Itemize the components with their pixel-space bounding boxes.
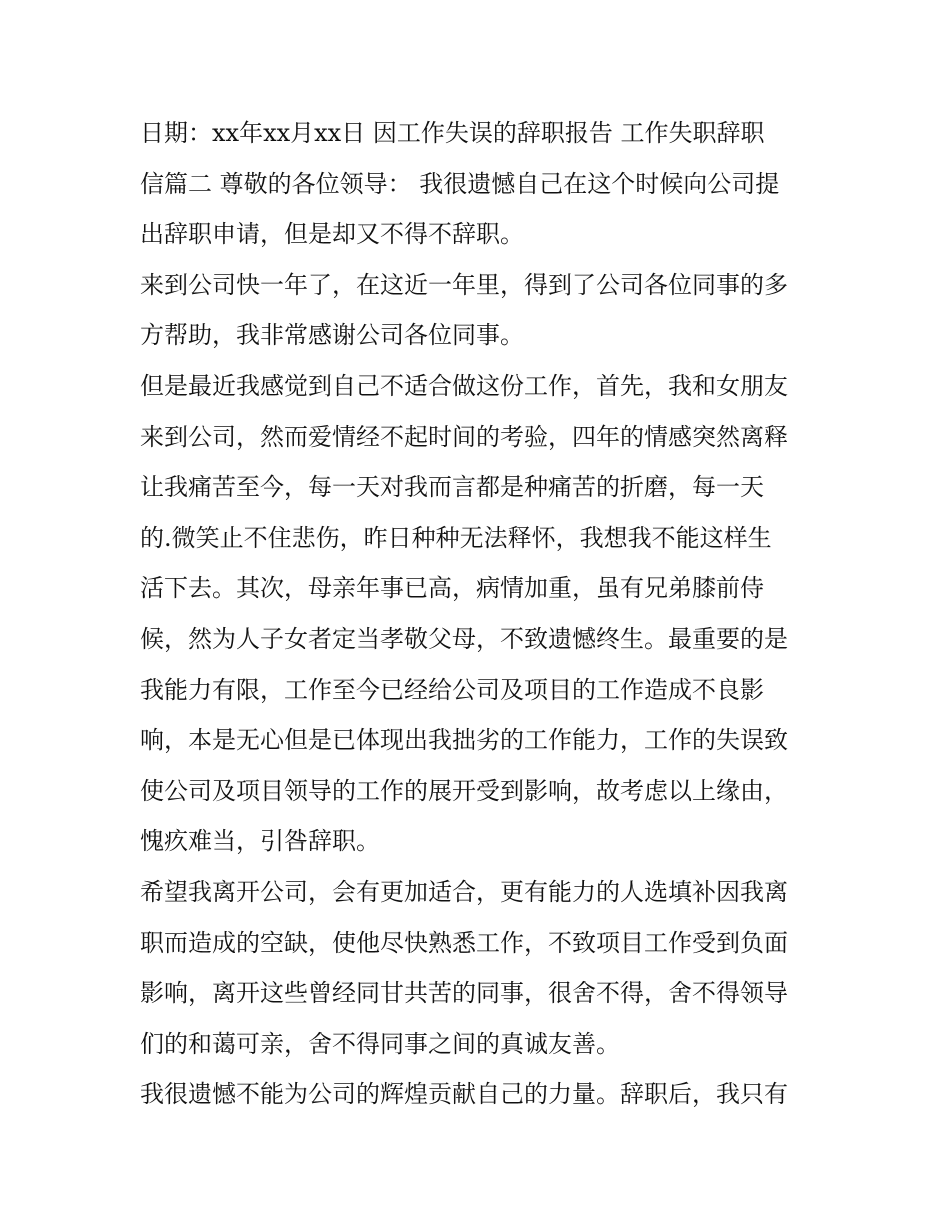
- text-line: 让我痛苦至今，每一天对我而言都是种痛苦的折磨，每一天: [140, 473, 764, 502]
- text-line: 愧疚难当，引咎辞职。: [140, 827, 380, 856]
- text-line: 响，本是无心但是已体现出我拙劣的工作能力，工作的失误致: [140, 726, 788, 755]
- text-line: 但是最近我感觉到自己不适合做这份工作，首先，我和女朋友: [140, 371, 788, 400]
- text-line: 影响，离开这些曾经同甘共苦的同事，很舍不得，舍不得领导: [140, 979, 788, 1008]
- text-line: 使公司及项目领导的工作的展开受到影响，故考虑以上缘由，: [140, 776, 788, 805]
- text-line: 我能力有限，工作至今已经给公司及项目的工作造成不良影: [140, 675, 764, 704]
- text-line: 职而造成的空缺，使他尽快熟悉工作，不致项目工作受到负面: [140, 928, 788, 957]
- text-line: 来到公司，然而爱情经不起时间的考验，四年的情感突然离释: [140, 422, 788, 451]
- text-line: 出辞职申请，但是却又不得不辞职。: [140, 220, 524, 249]
- text-line: 的.微笑止不住悲伤，昨日种种无法释怀，我想我不能这样生: [140, 523, 772, 552]
- text-line: 们的和蔼可亲，舍不得同事之间的真诚友善。: [140, 1029, 620, 1058]
- text-line: 候，然为人子女者定当孝敬父母，不致遗憾终生。最重要的是: [140, 624, 788, 653]
- text-line: 来到公司快一年了，在这近一年里，得到了公司各位同事的多: [140, 270, 788, 299]
- document-body: [140, 108, 820, 1120]
- text-line: 日期：xx年xx月xx日 因工作失误的辞职报告 工作失职辞职: [140, 119, 765, 147]
- text-line: 方帮助，我非常感谢公司各位同事。: [140, 321, 524, 350]
- text-line: 我很遗憾不能为公司的辉煌贡献自己的力量。辞职后，我只有: [140, 1080, 788, 1109]
- text-line: 希望我离开公司，会有更加适合，更有能力的人选填补因我离: [140, 877, 788, 906]
- text-line: 信篇二 尊敬的各位领导： 我很遗憾自己在这个时候向公司提: [140, 169, 780, 198]
- text-line: 活下去。其次，母亲年事已高，病情加重，虽有兄弟膝前侍: [140, 574, 764, 603]
